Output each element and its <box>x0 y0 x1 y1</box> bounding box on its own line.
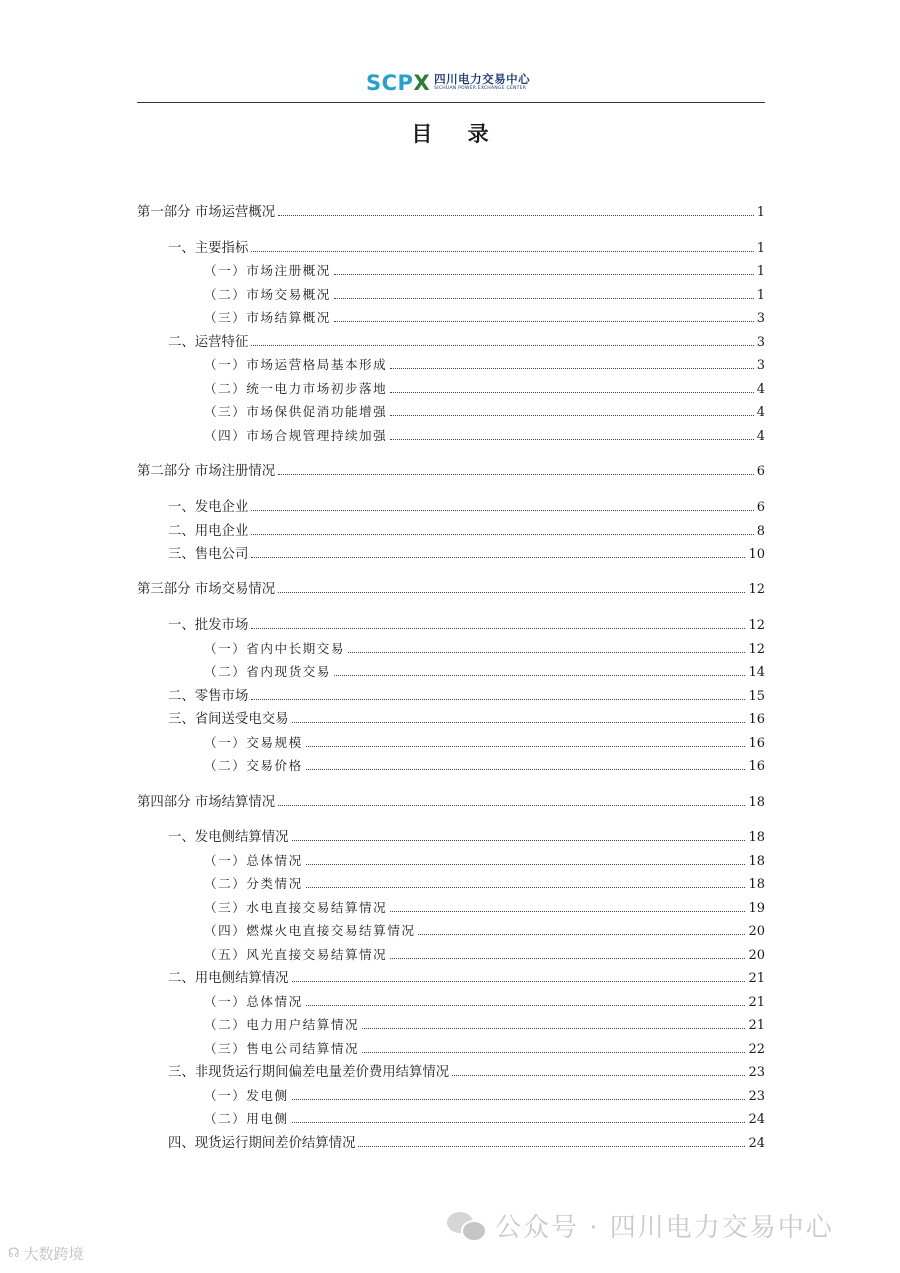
toc-entry[interactable] <box>168 1060 765 1080</box>
toc-page-number: 19 <box>748 901 765 916</box>
toc-dot-leader <box>306 746 746 747</box>
toc-entry[interactable] <box>204 849 765 869</box>
toc-page-number: 10 <box>748 547 765 562</box>
toc-entry-label: （二）省内现货交易 <box>204 664 331 679</box>
toc-dot-leader <box>358 1146 745 1147</box>
toc-page-number: 3 <box>756 358 765 373</box>
toc-dot-leader <box>292 981 746 982</box>
toc-entry-label: 第一部分 市场运营概况 <box>137 205 276 220</box>
toc-dot-leader <box>362 1052 745 1053</box>
toc-page-number: 18 <box>748 877 765 892</box>
toc-dot-leader <box>452 1075 745 1076</box>
toc-entry[interactable] <box>168 330 765 350</box>
toc-entry-label: （四）市场合规管理持续加强 <box>204 428 388 443</box>
toc-entry-label: （二）电力用户结算情况 <box>204 1017 360 1032</box>
toc-entry-label: 一、主要指标 <box>168 241 249 256</box>
toc-dot-leader <box>390 415 754 416</box>
toc-entry[interactable] <box>168 495 765 515</box>
brand-icon: ☊ <box>8 1246 20 1261</box>
toc-entry[interactable] <box>204 306 765 326</box>
toc-page-number: 24 <box>748 1136 765 1151</box>
toc-entry-label: 四、现货运行期间差价结算情况 <box>168 1136 356 1151</box>
toc-entry-label: 第二部分 市场注册情况 <box>137 464 276 479</box>
toc-page-number: 3 <box>756 311 765 326</box>
toc-dot-leader <box>390 958 745 959</box>
toc-entry-label: 一、批发市场 <box>168 618 249 633</box>
toc-entry[interactable] <box>204 943 765 963</box>
toc-entry[interactable] <box>168 1131 765 1151</box>
page-title: 目 录 <box>411 121 503 146</box>
toc-entry[interactable] <box>204 1107 765 1127</box>
toc-entry[interactable] <box>168 613 765 633</box>
toc-dot-leader <box>306 769 746 770</box>
toc-page-number: 18 <box>748 795 765 810</box>
toc-dot-leader <box>292 1099 746 1100</box>
toc-dot-leader <box>306 1005 746 1006</box>
logo-mark: SCPX <box>366 71 431 95</box>
toc-dot-leader <box>306 864 746 865</box>
toc-entry-label: （二）统一电力市场初步落地 <box>204 381 388 396</box>
toc-page-number: 4 <box>756 382 765 397</box>
toc-entry-label: 二、运营特征 <box>168 335 249 350</box>
toc-entry[interactable] <box>204 353 765 373</box>
toc-entry[interactable] <box>168 825 765 845</box>
toc-entry-label: （二）市场交易概况 <box>204 287 331 302</box>
toc-page-number: 1 <box>756 288 765 303</box>
toc-page-number: 16 <box>748 736 765 751</box>
toc-entry[interactable] <box>204 377 765 397</box>
toc-entry[interactable] <box>204 283 765 303</box>
toc-page-number: 14 <box>748 665 765 680</box>
toc-dot-leader <box>278 215 754 216</box>
corner-watermark <box>8 1243 84 1264</box>
toc-page-number: 1 <box>756 264 765 279</box>
toc-entry-label: （二）用电侧 <box>204 1111 289 1126</box>
toc-dot-leader <box>418 934 745 935</box>
toc-dot-leader <box>292 840 746 841</box>
toc-entry-label: （一）交易规模 <box>204 735 303 750</box>
logo-english-name: SICHUAN POWER EXCHANGE CENTER <box>434 86 527 92</box>
toc-entry[interactable] <box>204 896 765 916</box>
toc-entry-label: （一）市场运营格局基本形成 <box>204 357 388 372</box>
watermark-text: 公众号 · 四川电力交易中心 <box>495 1212 834 1243</box>
toc-page-number: 8 <box>756 524 765 539</box>
toc-dot-leader <box>334 274 754 275</box>
toc-entry[interactable] <box>204 400 765 420</box>
toc-entry[interactable] <box>204 259 765 279</box>
toc-entry-label: （一）市场注册概况 <box>204 263 331 278</box>
toc-page-number: 3 <box>756 335 765 350</box>
toc-entry[interactable] <box>168 236 765 256</box>
toc-entry-label: （一）发电侧 <box>204 1088 289 1103</box>
wechat-watermark <box>447 1208 834 1242</box>
toc-page-number: 1 <box>756 241 765 256</box>
toc-page-number: 21 <box>748 971 765 986</box>
toc-page-number: 23 <box>748 1065 765 1080</box>
toc-entry-label: 三、售电公司 <box>168 547 249 562</box>
toc-entry[interactable] <box>204 731 765 751</box>
toc-entry[interactable] <box>204 1013 765 1033</box>
toc-entry[interactable] <box>204 919 765 939</box>
toc-page-number: 1 <box>756 205 765 220</box>
toc-page-number: 4 <box>756 405 765 420</box>
toc-dot-leader <box>334 675 746 676</box>
toc-page-number: 12 <box>748 642 765 657</box>
toc-entry[interactable] <box>204 990 765 1010</box>
toc-entry-label: 二、用电企业 <box>168 524 249 539</box>
toc-dot-leader <box>390 392 754 393</box>
toc-dot-leader <box>362 1028 745 1029</box>
toc-entry[interactable] <box>137 577 765 597</box>
toc-entry-label: （三）售电公司结算情况 <box>204 1041 360 1056</box>
toc-entry-label: 第四部分 市场结算情况 <box>137 795 276 810</box>
toc-dot-leader <box>251 557 745 558</box>
toc-entry-label: 第三部分 市场交易情况 <box>137 582 276 597</box>
toc-entry[interactable] <box>204 637 765 657</box>
toc-entry-label: （三）市场保供促消功能增强 <box>204 404 388 419</box>
toc-entry[interactable] <box>137 200 765 220</box>
toc-page-number: 24 <box>748 1112 765 1127</box>
toc-entry-label: 三、非现货运行期间偏差电量差价费用结算情况 <box>168 1065 450 1080</box>
toc-page-number: 6 <box>756 464 765 479</box>
corner-watermark-text: 大数跨境 <box>23 1245 84 1263</box>
toc-entry[interactable] <box>168 519 765 539</box>
toc-entry-label: （五）风光直接交易结算情况 <box>204 947 388 962</box>
toc-page-number: 23 <box>748 1089 765 1104</box>
toc-dot-leader <box>334 321 754 322</box>
toc-dot-leader <box>251 534 753 535</box>
toc-entry[interactable] <box>204 660 765 680</box>
toc-dot-leader <box>278 592 745 593</box>
toc-dot-leader <box>306 887 746 888</box>
toc-entry[interactable] <box>168 966 765 986</box>
toc-entry-label: 二、零售市场 <box>168 689 249 704</box>
toc-dot-leader <box>251 699 745 700</box>
toc-entry-label: （一）省内中长期交易 <box>204 641 345 656</box>
toc-dot-leader <box>251 510 753 511</box>
toc-entry[interactable] <box>137 459 765 479</box>
toc-entry-label: （二）交易价格 <box>204 758 303 773</box>
toc-dot-leader <box>251 345 753 346</box>
toc-entry-label: 一、发电侧结算情况 <box>168 830 289 845</box>
toc-page-number: 16 <box>748 759 765 774</box>
toc-dot-leader <box>292 722 746 723</box>
toc-page-number: 22 <box>748 1042 765 1057</box>
toc-dot-leader <box>292 1122 746 1123</box>
toc-entry[interactable] <box>168 684 765 704</box>
toc-page-number: 16 <box>748 712 765 727</box>
toc-dot-leader <box>390 911 745 912</box>
toc-entry-label: （二）分类情况 <box>204 876 303 891</box>
logo-chinese-name: 四川电力交易中心 <box>434 71 531 86</box>
toc-entry[interactable] <box>204 1084 765 1104</box>
toc-entry-label: 三、省间送受电交易 <box>168 712 289 727</box>
toc-entry-label: （一）总体情况 <box>204 853 303 868</box>
wechat-icon <box>447 1210 487 1240</box>
toc-page-number: 20 <box>748 924 765 939</box>
toc-page-number: 12 <box>748 618 765 633</box>
toc-entry[interactable] <box>137 790 765 810</box>
toc-page-number: 18 <box>748 854 765 869</box>
toc-dot-leader <box>251 628 745 629</box>
toc-entry-label: 一、发电企业 <box>168 500 249 515</box>
toc-entry-label: （一）总体情况 <box>204 994 303 1009</box>
toc-entry-label: （四）燃煤火电直接交易结算情况 <box>204 923 416 938</box>
toc-page-number: 18 <box>748 830 765 845</box>
toc-page-number: 21 <box>748 1018 765 1033</box>
toc-dot-leader <box>390 368 754 369</box>
toc-entry-label: （三）市场结算概况 <box>204 310 331 325</box>
toc-dot-leader <box>348 652 746 653</box>
toc-page-number: 12 <box>748 582 765 597</box>
toc-dot-leader <box>278 474 754 475</box>
toc-entry-label: （三）水电直接交易结算情况 <box>204 900 388 915</box>
toc-entry[interactable] <box>204 1037 765 1057</box>
toc-entry[interactable] <box>204 872 765 892</box>
toc-page-number: 21 <box>748 995 765 1010</box>
toc-entry[interactable] <box>204 754 765 774</box>
toc-dot-leader <box>251 251 753 252</box>
toc-entry[interactable] <box>204 424 765 444</box>
toc-dot-leader <box>390 439 754 440</box>
toc-dot-leader <box>278 805 745 806</box>
toc-page-number: 4 <box>756 429 765 444</box>
toc-entry[interactable] <box>168 707 765 727</box>
toc-page-number: 15 <box>748 689 765 704</box>
toc-page-number: 20 <box>748 948 765 963</box>
toc-page-number: 6 <box>756 500 765 515</box>
toc-dot-leader <box>334 298 754 299</box>
toc-entry[interactable] <box>168 542 765 562</box>
toc-entry-label: 二、用电侧结算情况 <box>168 971 289 986</box>
